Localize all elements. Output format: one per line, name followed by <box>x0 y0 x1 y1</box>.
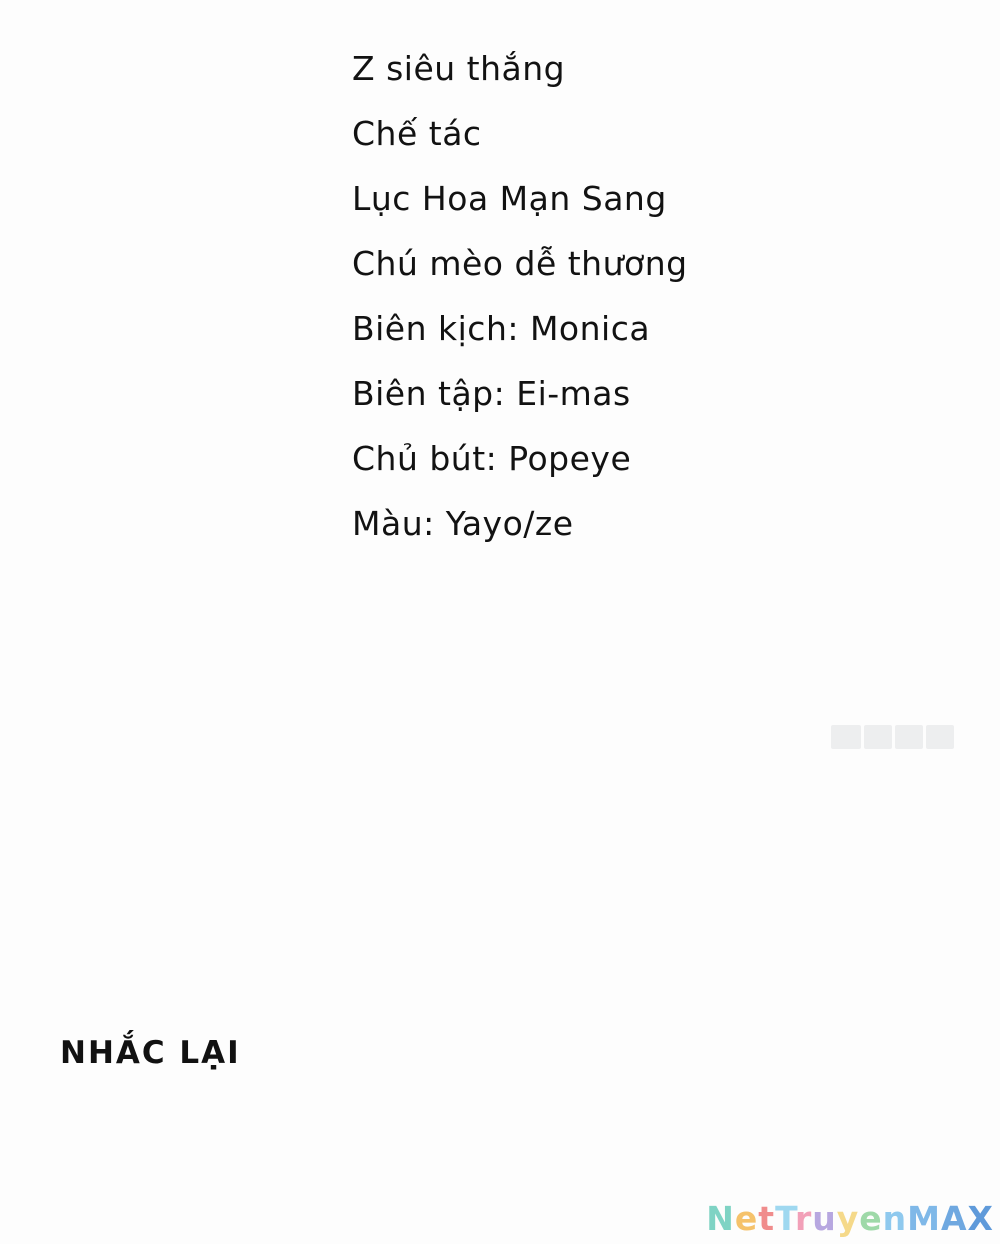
watermark-letter: T <box>775 1199 795 1238</box>
watermark-letter: r <box>794 1199 813 1238</box>
page-caption: NHẮC LẠI <box>60 1035 241 1071</box>
credit-line: Màu: Yayo/ze <box>352 504 574 543</box>
tencent-comics-watermark-icon <box>826 722 958 752</box>
credit-line: Biên tập: Ei-mas <box>352 374 631 413</box>
credit-line: Chế tác <box>352 114 482 153</box>
watermark-letter: e <box>859 1199 883 1238</box>
credits-block <box>352 36 912 556</box>
credit-line: Z siêu thắng <box>352 49 566 88</box>
credit-line: Lục Hoa Mạn Sang <box>352 179 667 218</box>
nettruyenmax-watermark <box>706 1199 994 1238</box>
watermark-letter: t <box>758 1199 776 1238</box>
watermark-letter: X <box>967 1199 994 1238</box>
watermark-letter: M <box>907 1199 941 1238</box>
credit-line: Chú mèo dễ thương <box>352 244 688 283</box>
watermark-letter: u <box>812 1199 837 1238</box>
watermark-letter: N <box>706 1199 735 1238</box>
watermark-letter: A <box>941 1199 968 1238</box>
watermark-letter: y <box>836 1199 860 1238</box>
credit-line: Chủ bút: Popeye <box>352 439 632 478</box>
watermark-letter: e <box>734 1199 759 1238</box>
credit-line: Biên kịch: Monica <box>352 309 651 348</box>
watermark-letter: n <box>882 1199 908 1238</box>
